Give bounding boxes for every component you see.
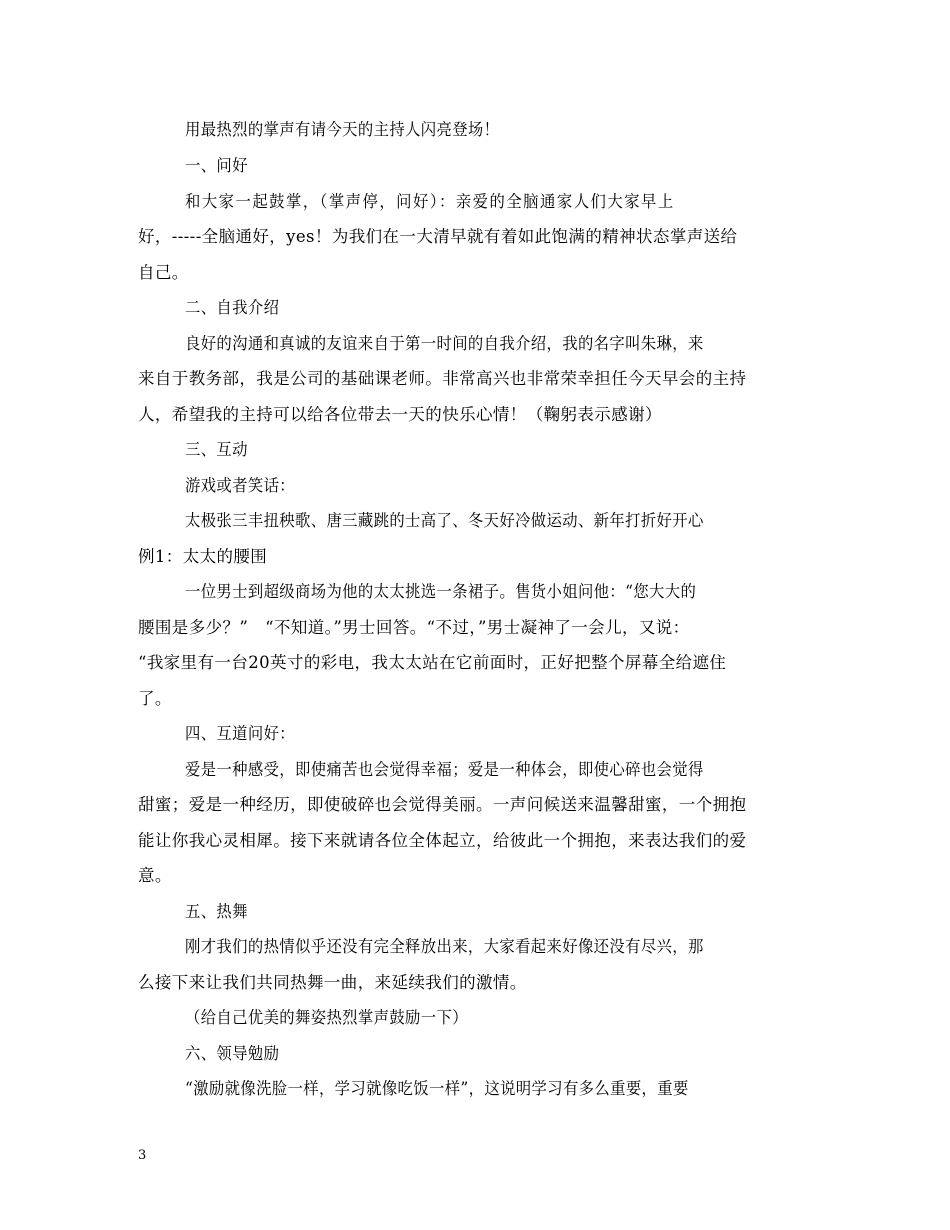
- text-line: 和大家一起鼓掌，（掌声停，问好）：亲爱的全脑通家人们大家早上: [185, 192, 675, 211]
- text-line: 来自于教务部，我是公司的基础课老师。非常高兴也非常荣幸担任今天早会的主持: [138, 369, 747, 388]
- text-line: 人，希望我的主持可以给各位带去一天的快乐心情！（鞠躬表示感谢）: [138, 405, 662, 424]
- text-line: 意。: [138, 866, 172, 885]
- text-line: 游戏或者笑话：: [185, 476, 296, 495]
- text-line: “我家里有一台20英寸的彩电，我太太站在它前面时，正好把整个屏幕全给遮住: [138, 653, 727, 672]
- section-heading: 二、自我介绍: [185, 298, 280, 317]
- section-heading: 六、领导勉励: [185, 1044, 280, 1063]
- text-line: 腰围是多少？” “不知道。”男士回答。“不过，”男士凝神了一会儿，又说：: [138, 618, 690, 637]
- text-line: “激励就像洗脸一样，学习就像吃饭一样”，这说明学习有多么重要，重要: [185, 1079, 689, 1098]
- text-line: （给自己优美的舞姿热烈掌声鼓励一下）: [185, 1008, 468, 1027]
- text-line: 例1：太太的腰围: [138, 547, 268, 566]
- section-heading: 三、互动: [185, 440, 248, 459]
- text-line: 良好的沟通和真诚的友谊来自于第一时间的自我介绍，我的名字叫朱琳，来: [185, 334, 704, 353]
- section-heading: 一、问好: [185, 156, 248, 175]
- text-line: 用最热烈的掌声有请今天的主持人闪亮登场！: [185, 120, 500, 139]
- text-line: 么接下来让我们共同热舞一曲，来延续我们的激情。: [138, 973, 527, 992]
- text-line: 能让你我心灵相犀。接下来就请各位全体起立，给彼此一个拥抱，来表达我们的爱: [138, 831, 747, 850]
- page-number: 3: [138, 1148, 147, 1163]
- text-line: 爱是一种感受，即使痛苦也会觉得幸福；爱是一种体会，即使心碎也会觉得: [185, 760, 704, 779]
- section-heading: 五、热舞: [185, 902, 248, 921]
- text-line: 一位男士到超级商场为他的太太挑选一条裙子。售货小姐问他：“您大大的: [185, 582, 697, 601]
- text-line: 太极张三丰扭秧歌、唐三藏跳的士高了、冬天好冷做运动、新年打折好开心: [185, 511, 704, 530]
- text-line: 好，-----全脑通好，yes！为我们在一大清早就有着如此饱满的精神状态掌声送给: [138, 227, 738, 246]
- text-line: 刚才我们的热情似乎还没有完全释放出来，大家看起来好像还没有尽兴，那: [185, 937, 704, 956]
- section-heading: 四、互道问好：: [185, 724, 296, 743]
- text-line: 了。: [138, 689, 172, 708]
- text-line: 甜蜜；爱是一种经历，即使破碎也会觉得美丽。一声问候送来温馨甜蜜，一个拥抱: [138, 795, 747, 814]
- text-line: 自己。: [138, 263, 189, 282]
